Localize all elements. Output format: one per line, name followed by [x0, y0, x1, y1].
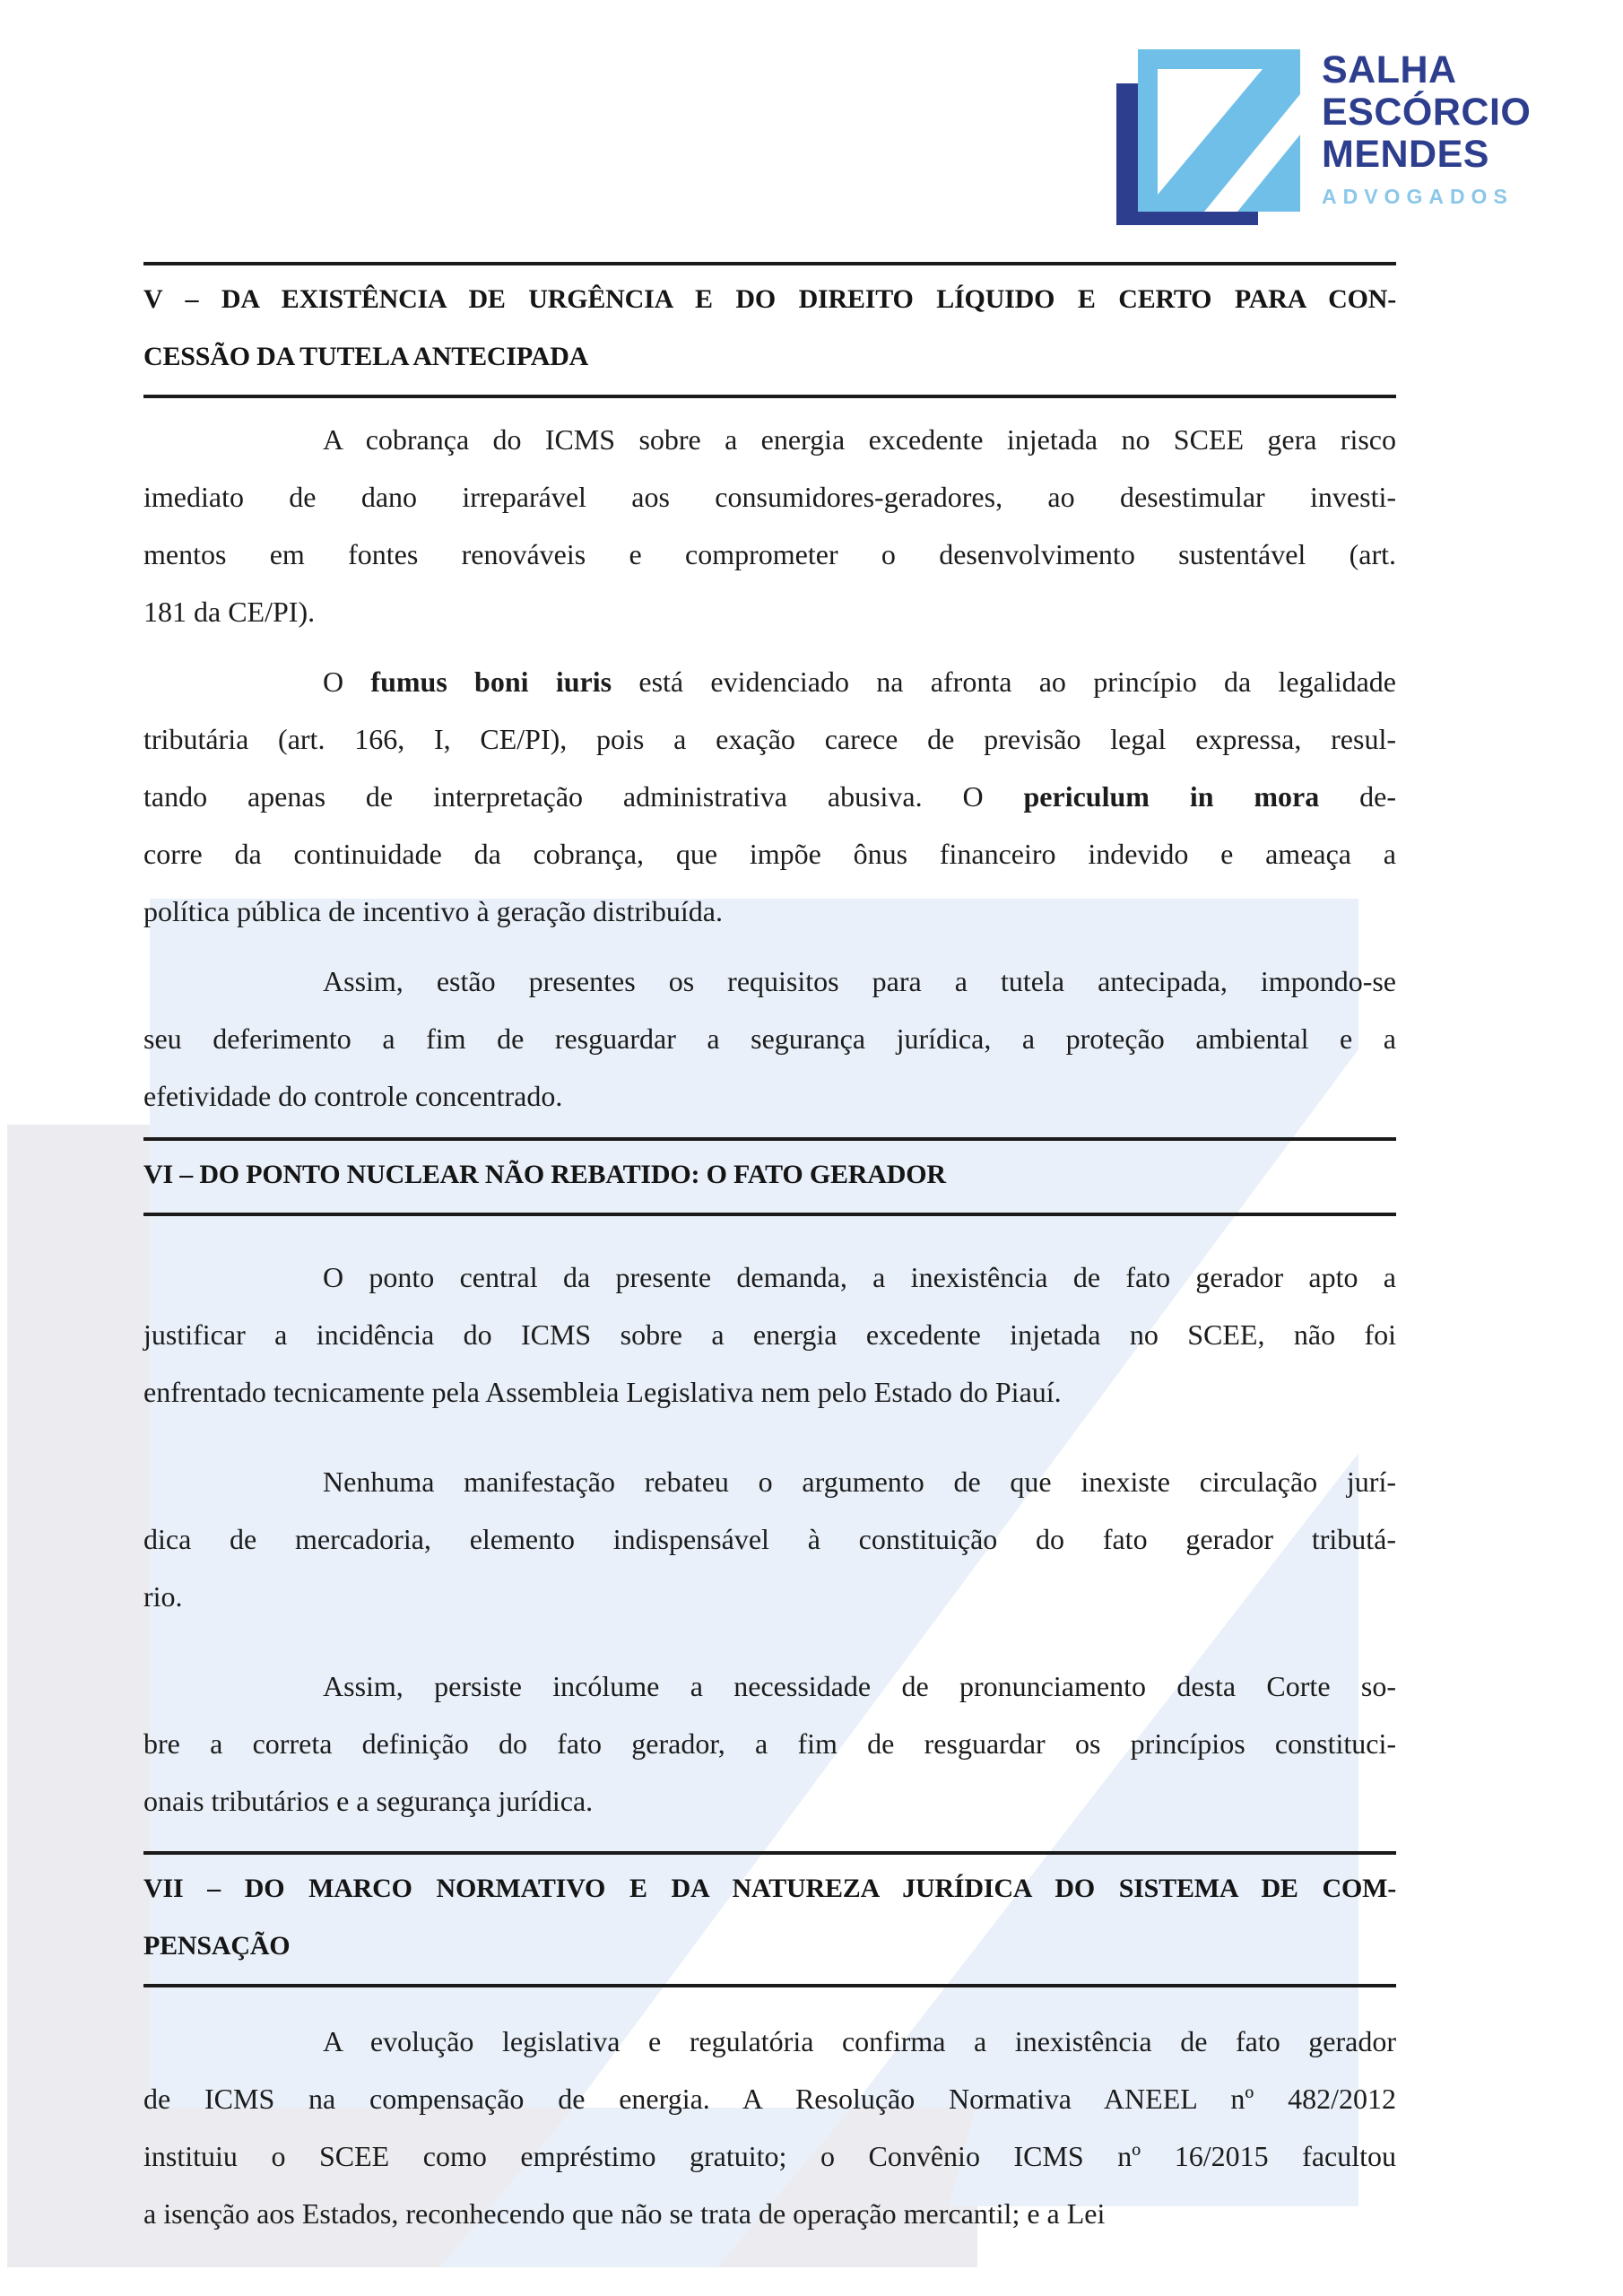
logo-name-line3: MENDES: [1322, 133, 1489, 176]
heading-line: VI – DO PONTO NUCLEAR NÃO REBATIDO: O FATO GERADOR: [143, 1160, 946, 1189]
paragraph: [143, 1248, 1396, 1421]
text-line: mentos em fontes renováveis e comprometer o desenvolvimento sustentável (art.: [143, 538, 1396, 570]
heading-line: V – DA EXISTÊNCIA DE URGÊNCIA E DO DIREITO LÍQUIDO E CERTO PARA CON-: [143, 284, 1396, 314]
law-firm-logo: [1116, 49, 1531, 225]
text-line: O ponto central da presente demanda, a inexistência de fato gerador apto a: [323, 1261, 1396, 1293]
text-line: bre a correta definição do fato gerador, a fim de resguardar os princípios constituci-: [143, 1727, 1396, 1760]
text-line: seu deferimento a fim de resguardar a segurança jurídica, a proteção ambiental e a: [143, 1022, 1396, 1055]
logo-text: [1322, 49, 1531, 209]
text-line: de ICMS na compensação de energia. A Resolução Normativa ANEEL nº 482/2012: [143, 2083, 1396, 2115]
text-line: imediato de dano irreparável aos consumidores-geradores, ao desestimular investi-: [143, 481, 1396, 513]
logo-mark-icon: [1116, 49, 1300, 225]
paragraph: [143, 1657, 1396, 1830]
document-body: [0, 262, 1623, 2242]
text-line: política pública de incentivo à geração distribuída.: [143, 895, 723, 927]
heading-line: CESSÃO DA TUTELA ANTECIPADA: [143, 342, 589, 371]
text-line: 181 da CE/PI).: [143, 596, 316, 628]
paragraph: [143, 653, 1396, 940]
section-heading-vii: [143, 1851, 1396, 1987]
text-line: [143, 653, 1396, 710]
paragraph: [143, 2013, 1396, 2242]
text-line: Assim, persiste incólume a necessidade de pronunciamento desta Corte so-: [323, 1670, 1396, 1702]
text-line: instituiu o SCEE como empréstimo gratuito; o Convênio ICMS nº 16/2015 facultou: [143, 2140, 1396, 2172]
text-segment: O: [323, 665, 371, 698]
paragraph: [143, 952, 1396, 1125]
text-segment: está evidenciado na afronta ao princípio da legalidade: [612, 665, 1397, 698]
paragraph: [143, 411, 1396, 640]
bold-term: periculum in mora: [1023, 780, 1320, 813]
logo-name-line2: ESCÓRCIO: [1322, 91, 1532, 134]
section-heading-vi: [143, 1137, 1396, 1216]
paragraph: [143, 1453, 1396, 1625]
text-segment: de-: [1319, 780, 1397, 813]
heading-line: PENSAÇÃO: [143, 1931, 291, 1961]
text-line: rio.: [143, 1580, 183, 1613]
text-line: dica de mercadoria, elemento indispensável à constituição do fato gerador tributá-: [143, 1523, 1396, 1555]
text-line: justificar a incidência do ICMS sobre a energia excedente injetada no SCEE, não foi: [143, 1318, 1396, 1351]
text-line: Nenhuma manifestação rebateu o argumento de que inexiste circulação jurí-: [323, 1465, 1396, 1498]
text-line: tributária (art. 166, I, CE/PI), pois a exação carece de previsão legal expressa, resul-: [143, 723, 1396, 755]
logo-name-line1: SALHA: [1322, 48, 1457, 91]
text-line: Assim, estão presentes os requisitos para a tutela antecipada, impondo-se: [323, 965, 1396, 997]
text-segment: tando apenas de interpretação administrativa abusiva. O: [143, 780, 1024, 813]
text-line: corre da continuidade da cobrança, que impõe ônus financeiro indevido e ameaça a: [143, 838, 1396, 870]
text-line: efetividade do controle concentrado.: [143, 1080, 563, 1112]
text-line: enfrentado tecnicamente pela Assembleia Legislativa nem pelo Estado do Piauí.: [143, 1376, 1062, 1408]
text-line: [143, 768, 1396, 825]
text-line: A cobrança do ICMS sobre a energia excedente injetada no SCEE gera risco: [323, 423, 1396, 456]
text-line: onais tributários e a segurança jurídica.: [143, 1785, 594, 1817]
logo-tagline: ADVOGADOS: [1322, 185, 1514, 208]
section-heading-v: [143, 262, 1396, 398]
text-line: A evolução legislativa e regulatória confirma a inexistência de fato gerador: [323, 2025, 1396, 2057]
bold-term: fumus boni iuris: [370, 665, 612, 698]
heading-line: VII – DO MARCO NORMATIVO E DA NATUREZA JURÍDICA DO SISTEMA DE COM-: [143, 1874, 1396, 1903]
text-line: a isenção aos Estados, reconhecendo que não se trata de operação mercantil; e a Lei: [143, 2197, 1106, 2230]
